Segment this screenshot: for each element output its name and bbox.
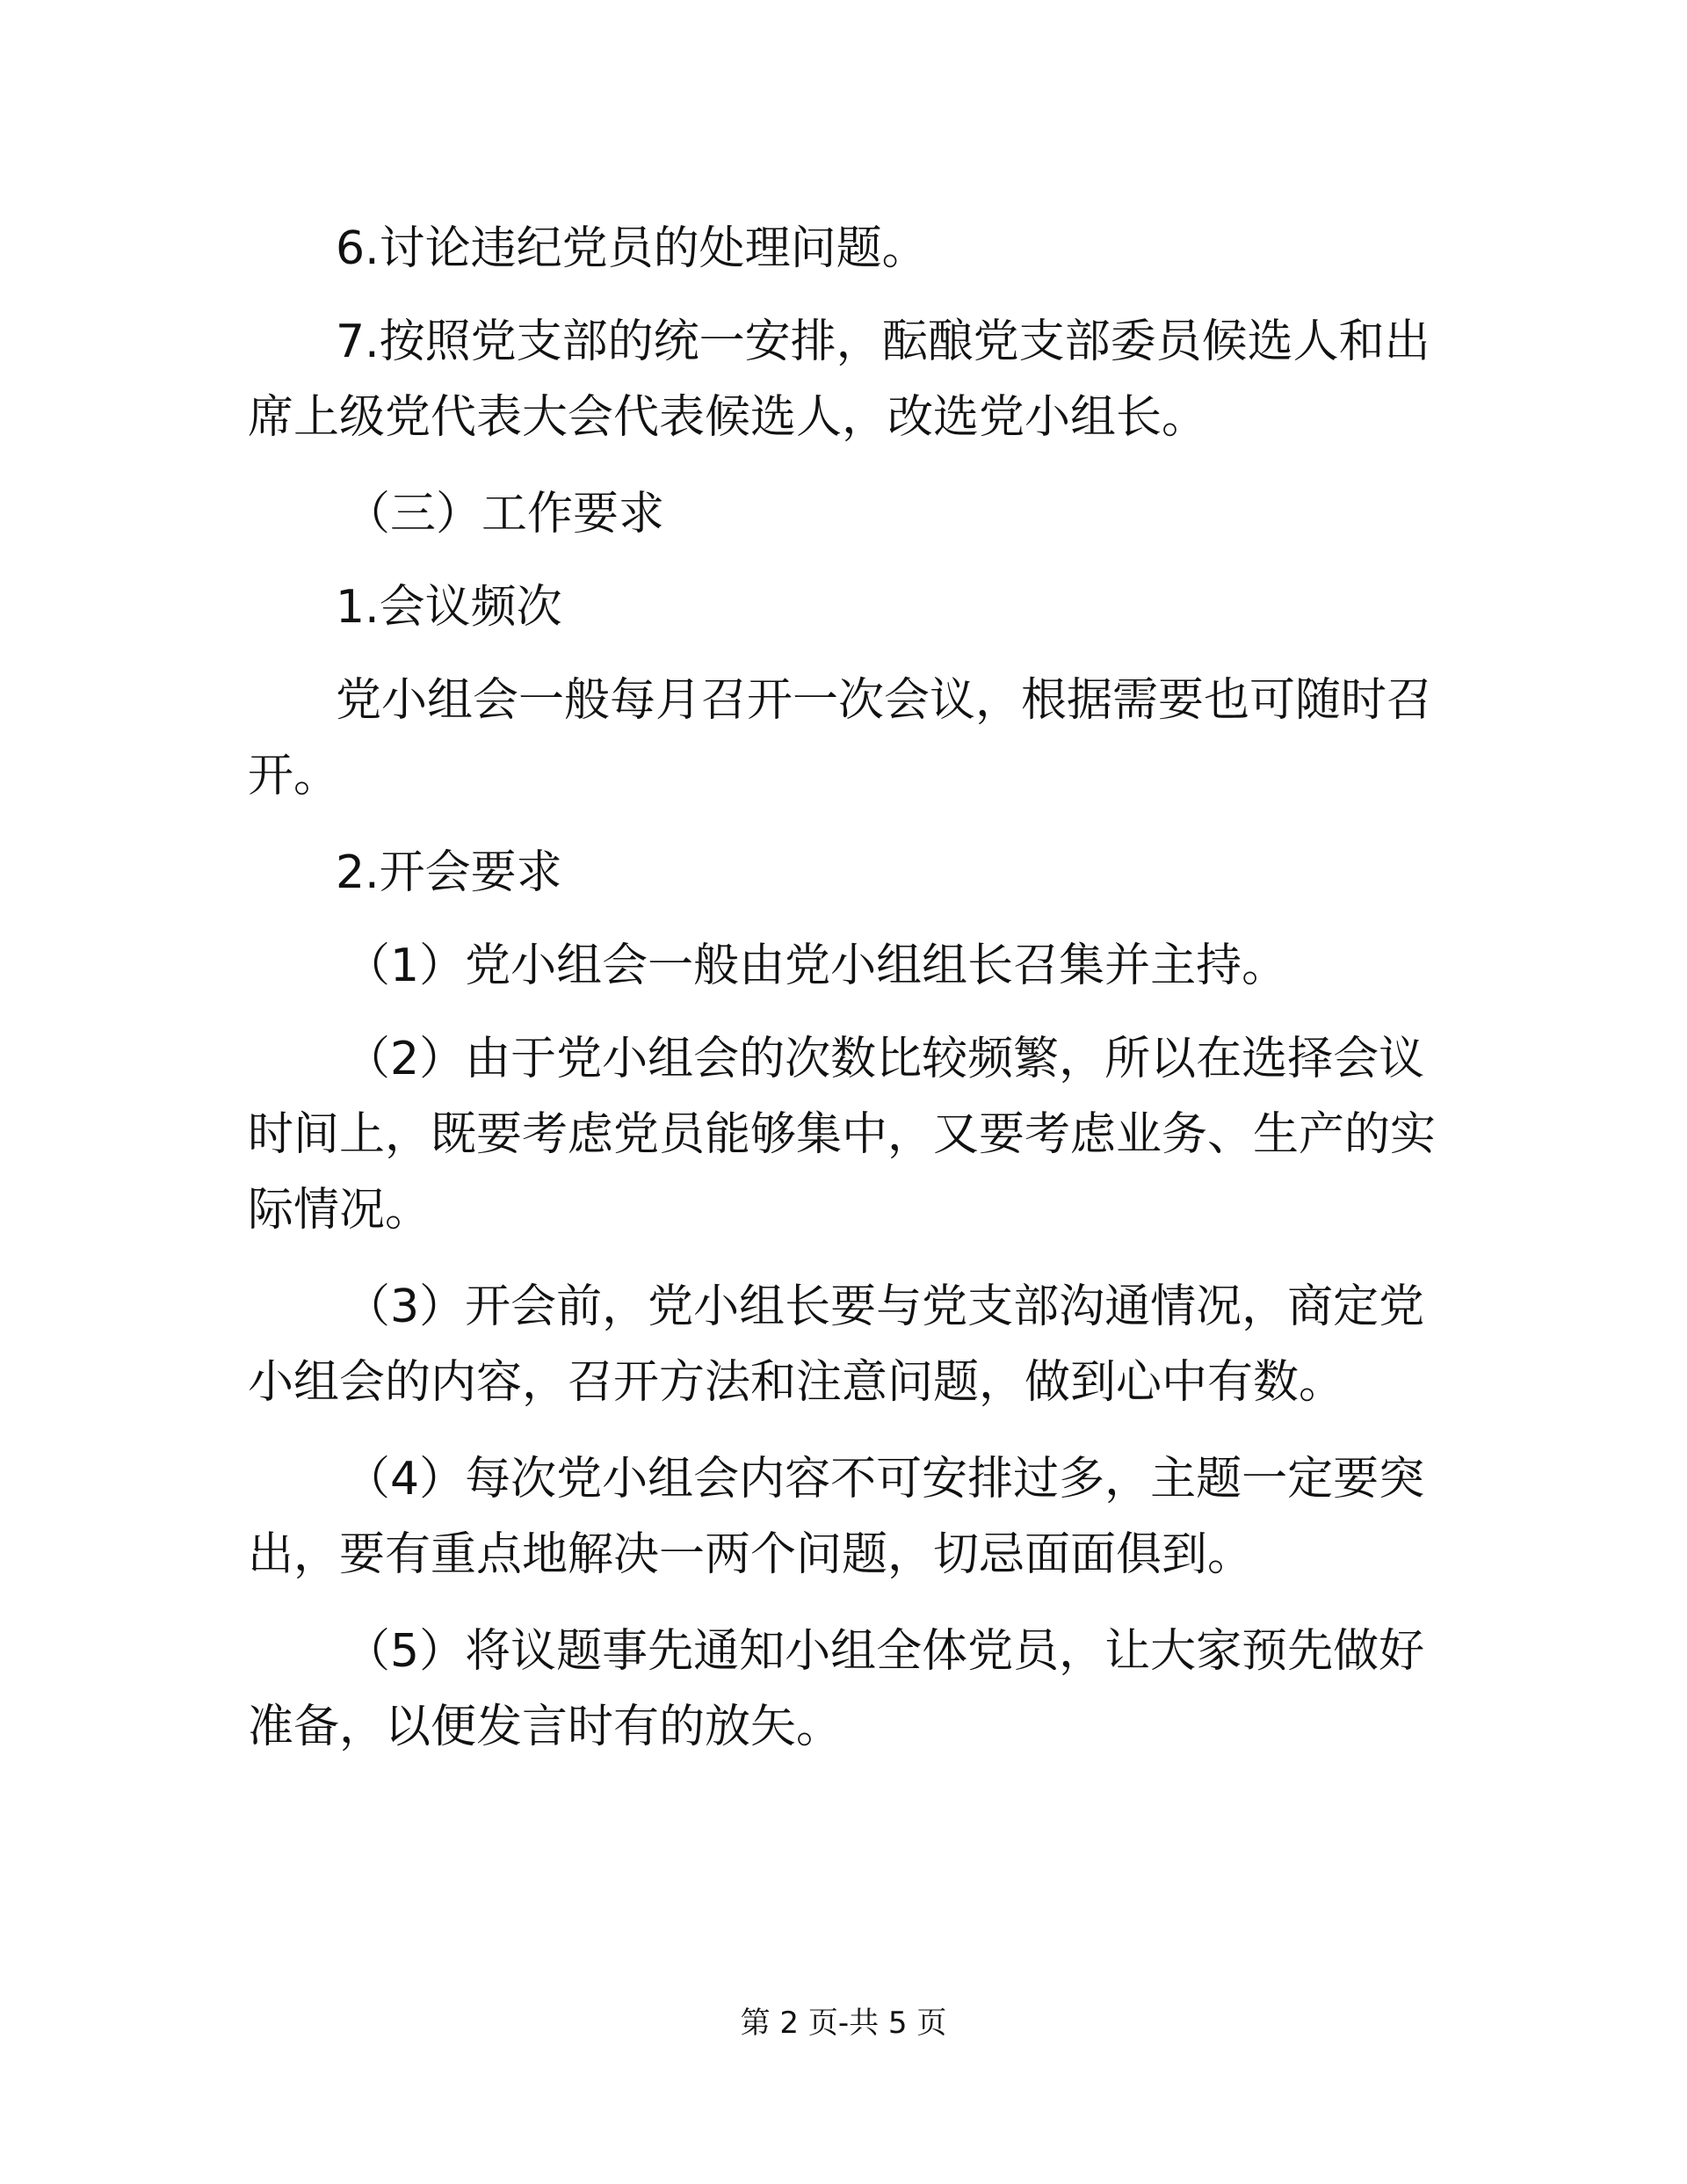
subheading-meeting-requirements: 2.开会要求 <box>336 846 562 899</box>
document-body <box>248 211 1441 1765</box>
requirement-item-4: （4）每次党小组会内容不可安排过多，主题一定要突出，要有重点地解决一两个问题，切忌面面俱到。 <box>248 1453 1425 1581</box>
paragraph-meeting-frequency: 党小组会一般每月召开一次会议，根据需要也可随时召开。 <box>248 674 1433 802</box>
requirement-item-1: （1）党小组会一般由党小组组长召集并主持。 <box>344 940 1288 992</box>
section-heading-work-requirements: （三）工作要求 <box>344 488 665 541</box>
paragraph-item-6: 6.讨论违纪党员的处理问题。 <box>336 222 928 275</box>
requirement-item-2: （2）由于党小组会的次数比较频繁，所以在选择会议时间上，既要考虑党员能够集中，又要考虑业务、生产的实际情况。 <box>248 1033 1437 1237</box>
requirement-item-5: （5）将议题事先通知小组全体党员，让大家预先做好准备，以便发言时有的放矢。 <box>248 1625 1425 1753</box>
page-footer: 第 2 页-共 5 页 <box>740 2006 947 2041</box>
paragraph-item-7: 7.按照党支部的统一安排，酝酿党支部委员候选人和出席上级党代表大会代表候选人，改选党小组长。 <box>248 316 1430 444</box>
subheading-meeting-frequency: 1.会议频次 <box>336 581 562 634</box>
requirement-item-3: （3）开会前，党小组长要与党支部沟通情况，商定党小组会的内容，召开方法和注意问题，做到心中有数。 <box>248 1281 1425 1409</box>
